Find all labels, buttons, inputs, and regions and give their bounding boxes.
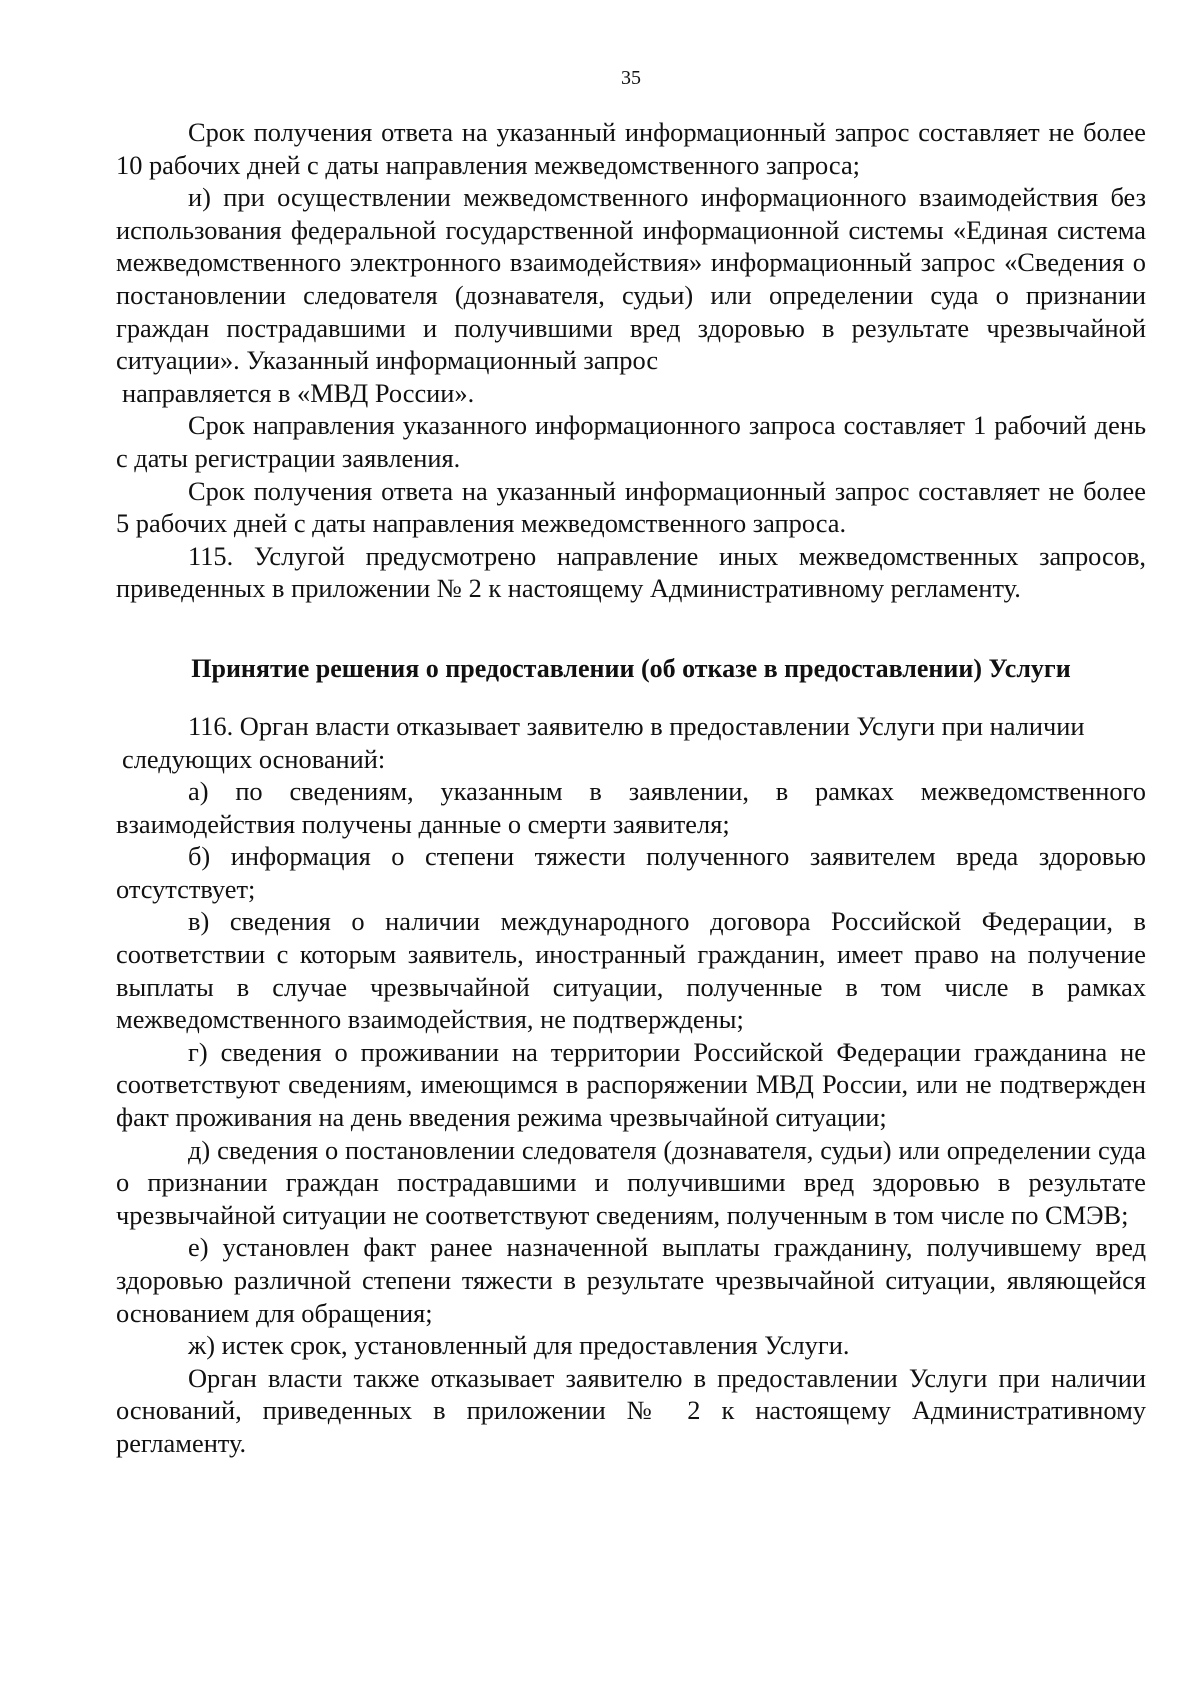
paragraph-ground-b: б) информация о степени тяжести полученного заявителем вреда здоровью отсутствует; — [116, 841, 1146, 904]
paragraph-ground-a: а) по сведениям, указанным в заявлении, в рамках межведомственного взаимодействия получены данные о смерти заявителя; — [116, 776, 1146, 839]
paragraph-ground-g: г) сведения о проживании на территории Российской Федерации гражданина не соответствуют сведениям, имеющимся в распоряжении МВД России, или не подтвержден факт проживания на день введения режима чрезвычайной ситуации; — [116, 1036, 1146, 1133]
paragraph-item-115: 115. Услугой предусмотрено направление иных межведомственных запросов, приведенных в приложении № 2 к настоящему Административному регламенту. — [116, 540, 1146, 604]
paragraph-additional-refusal: Орган власти также отказывает заявителю в предоставлении Услуги при наличии оснований, приведенных в приложении № 2 к настоящему Административному регламенту. — [116, 1362, 1146, 1458]
document-page — [116, 66, 1146, 1460]
paragraph-ground-e: е) установлен факт ранее назначенной выплаты гражданину, получившему вред здоровью различной степени тяжести в результате чрезвычайной ситуации, являющейся основанием для обращения; — [116, 1232, 1146, 1328]
paragraph-grounds-intro: следующих оснований: — [122, 743, 386, 774]
paragraph-response-term-5-days: Срок получения ответа на указанный информационный запрос составляет не более 5 рабочих дней с даты направления межведомственного запроса. — [116, 475, 1146, 539]
section-heading: Принятие решения о предоставлении (об отказе в предоставлении) Услуги — [191, 653, 1071, 683]
paragraph-response-term-10-days: Срок получения ответа на указанный информационный запрос составляет не более 10 рабочих дней с даты направления межведомственного запроса; — [116, 117, 1146, 180]
paragraph-item-i-request: и) при осуществлении межведомственного информационного взаимодействия без использования федеральной государственной информационной системы «Единая система межведомственного электронного взаимодействия» информационный запрос «Сведения о постановлении следователя (дознавателя, судьи) или определении суда о признании граждан пострадавшими и получившими вред здоровью в результате чрезвычайной ситуации». Указанный информационный запрос — [116, 182, 1146, 376]
paragraph-item-116: 116. Орган власти отказывает заявителю в предоставлении Услуги при наличии — [188, 710, 1085, 741]
page-number: 35 — [621, 67, 641, 89]
paragraph-ground-v: в) сведения о наличии международного договора Российской Федерации, в соответствии с которым заявитель, иностранный гражданин, имеет право на получение выплаты в случае чрезвычайной ситуации, полученные в том числе в рамках межведомственного взаимодействия, не подтверждены; — [116, 906, 1146, 1035]
paragraph-ground-zh: ж) истек срок, установленный для предоставления Услуги. — [188, 1330, 850, 1361]
paragraph-ground-d: д) сведения о постановлении следователя (дознавателя, судьи) или определении суда о признании граждан пострадавшими и получившими вред здоровью в результате чрезвычайной ситуации не соответствуют сведениям, полученным в том числе по СМЭВ; — [116, 1134, 1146, 1230]
paragraph-sent-to-mvd: направляется в «МВД России». — [122, 377, 475, 408]
paragraph-send-term-1-day: Срок направления указанного информационного запроса составляет 1 рабочий день с даты регистрации заявления. — [116, 410, 1146, 473]
